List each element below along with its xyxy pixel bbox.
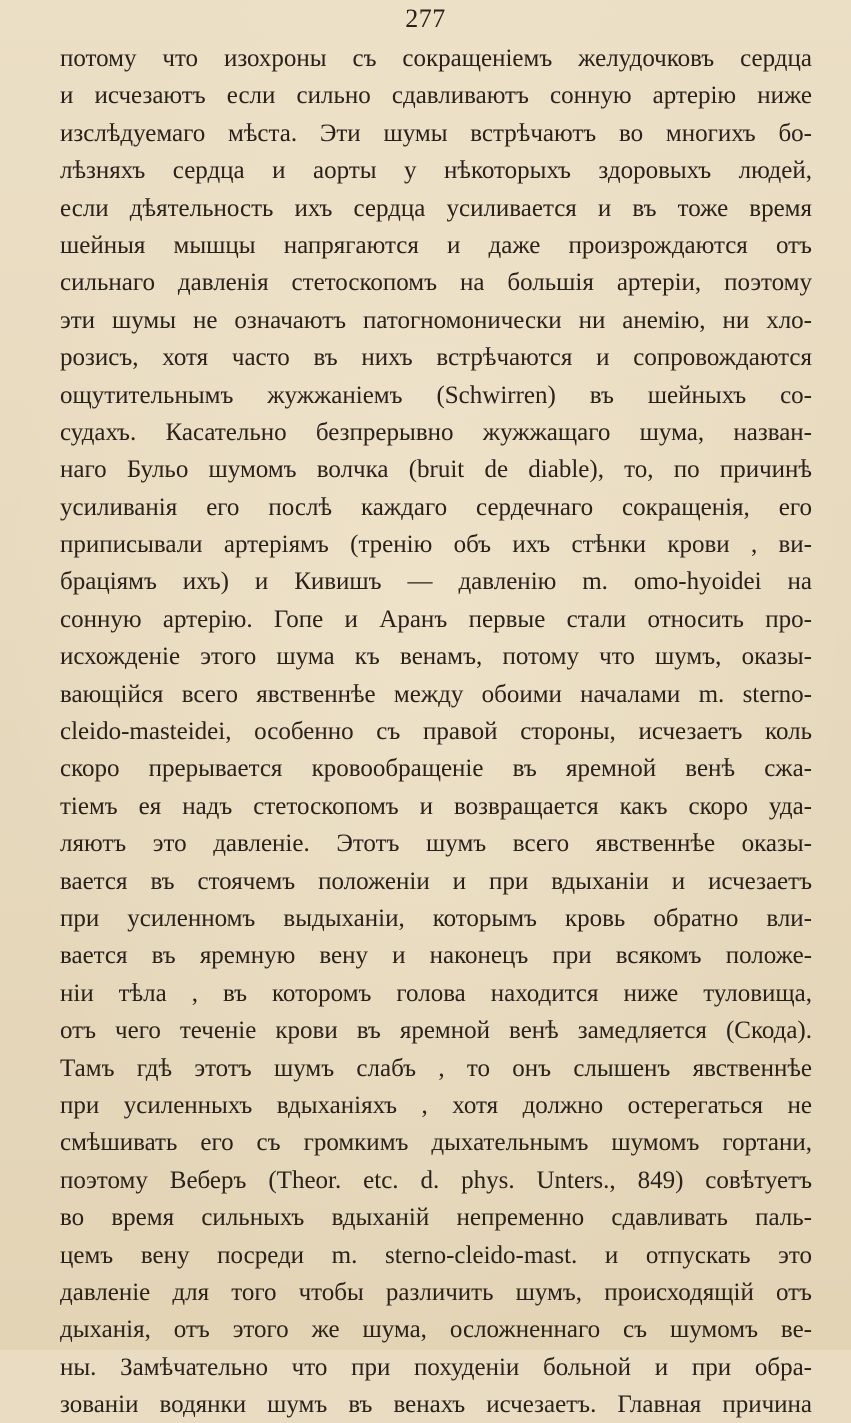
text-line: эти шумы не означаютъ патогномонически ни анемію, ни хло- [60,306,812,334]
text-line: вается въ яремную вену и наконецъ при всякомъ положе- [60,942,812,970]
text-line: цемъ вену посреди m. sterno-cleido-mast. и отпускать это [60,1241,812,1269]
text-line: ны. Замѣчательно что при похуденіи больной и при обра- [60,1353,812,1381]
text-line: лѣзняхъ сердца и аорты у нѣкоторыхъ здоровыхъ людей, [60,157,812,185]
text-line: вается въ стоячемъ положеніи и при вдыханіи и исчезаетъ [60,867,812,895]
text-line: приписывали артеріямъ (тренію объ ихъ стѣнки крови , ви- [60,531,812,559]
text-line: при усиленныхъ вдыханіяхъ , хотя должно остерегаться не [60,1091,812,1119]
text-line: если дѣятельность ихъ сердца усиливается и въ тоже время [60,194,812,222]
text-line: сильнаго давленія стетоскопомъ на большія артеріи, поэтому [60,269,812,297]
body-text [60,40,812,1423]
text-line: ощутительнымъ жужжаніемъ (Schwirren) въ шейныхъ со- [60,381,812,409]
text-line: смѣшивать его съ громкимъ дыхательнымъ шумомъ гортани, [60,1129,812,1157]
text-line: отъ чего теченіе крови въ яремной венѣ замедляется (Скода). [60,1017,812,1045]
text-line: и исчезаютъ если сильно сдавливаютъ сонную артерію ниже [60,82,812,110]
page-number: 277 [405,4,446,33]
text-line: скоро прерывается кровообращеніе въ яремной венѣ сжа- [60,755,812,783]
text-line: тіемъ ея надъ стетоскопомъ и возвращается какъ скоро уда- [60,792,812,820]
text-line: изслѣдуемаго мѣста. Эти шумы встрѣчаютъ во многихъ бо- [60,119,812,147]
text-line: cleido-masteidei, особенно съ правой стороны, исчезаетъ коль [60,718,812,746]
text-line: во время сильныхъ вдыханій непременно сдавливать паль- [60,1204,812,1232]
text-line: при усиленномъ выдыханіи, которымъ кровь обратно вли- [60,904,812,932]
text-line: исхожденіе этого шума къ венамъ, потому что шумъ, оказы- [60,643,812,671]
text-line: браціямъ ихъ) и Кивишъ — давленію m. omo-hyoidei на [60,568,812,596]
text-line: усиливанія его послѣ каждаго сердечнаго сокращенія, его [60,493,812,521]
text-line: вающійся всего явственнѣе между обоими началами m. sterno- [60,680,812,708]
text-line: зованіи водянки шумъ въ венахъ исчезаетъ. Главная причина [60,1391,812,1419]
text-line: поэтому Веберъ (Theor. etc. d. phys. Unters., 849) совѣтуетъ [60,1166,812,1194]
text-line: ляютъ это давленіе. Этотъ шумъ всего явственнѣе оказы- [60,830,812,858]
text-line: наго Бульо шумомъ волчка (bruit de diable), то, по причинѣ [60,456,812,484]
text-line: дыханія, отъ этого же шума, осложненнаго съ шумомъ ве- [60,1316,812,1344]
text-line: Тамъ гдѣ этотъ шумъ слабъ , то онъ слышенъ явственнѣе [60,1054,812,1082]
text-line: ніи тѣла , въ которомъ голова находится ниже туловища, [60,979,812,1007]
text-line: сонную артерію. Гопе и Аранъ первые стали относить про- [60,605,812,633]
text-line: розисъ, хотя часто въ нихъ встрѣчаются и сопровождаются [60,344,812,372]
text-line: давленіе для того чтобы различить шумъ, происходящій отъ [60,1278,812,1306]
text-line: шейныя мышцы напрягаются и даже произрождаются отъ [60,231,812,259]
text-line: потому что изохроны съ сокращеніемъ желудочковъ сердца [60,45,812,72]
text-line: судахъ. Касательно безпрерывно жужжащаго шума, назван- [60,418,812,446]
